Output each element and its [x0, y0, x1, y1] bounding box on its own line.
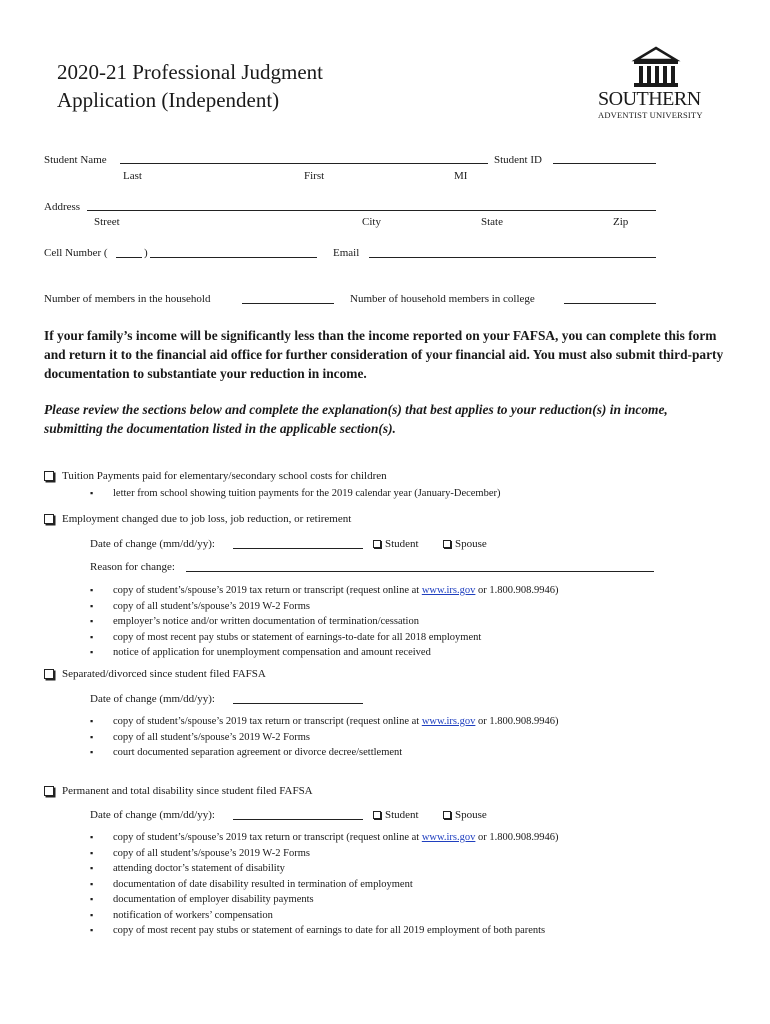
- separated-title: Separated/divorced since student filed FAFSA: [62, 668, 266, 680]
- university-logo: [598, 46, 718, 126]
- tuition-doc-list: [90, 486, 501, 502]
- disability-date-field[interactable]: [233, 819, 363, 820]
- logo-subtitle: ADVENTIST UNIVERSITY: [598, 110, 703, 120]
- disability-student-checkbox[interactable]: [373, 811, 381, 819]
- last-name-caption: Last: [123, 170, 142, 182]
- list-item: ▪ notice of application for unemployment compensation and amount received: [90, 645, 559, 661]
- disability-title: Permanent and total disability since student filed FAFSA: [62, 785, 313, 797]
- employment-spouse-option: Spouse: [443, 538, 487, 550]
- separated-checkbox[interactable]: [44, 669, 54, 679]
- college-members-label: Number of household members in college: [350, 293, 535, 305]
- disability-spouse-option: Spouse: [443, 809, 487, 821]
- page-title: 2020-21 Professional Judgment Application (Independent): [57, 60, 323, 112]
- disability-student-option: Student: [373, 809, 419, 821]
- cell-number-field[interactable]: [150, 257, 317, 258]
- section-employment: [44, 513, 351, 525]
- cell-paren-close: ): [144, 247, 148, 259]
- employment-date-label: Date of change (mm/dd/yy):: [90, 538, 215, 550]
- tuition-title: Tuition Payments paid for elementary/secondary school costs for children: [62, 470, 387, 482]
- list-item: ▪ copy of all student’s/spouse’s 2019 W-2 Forms: [90, 599, 559, 615]
- irs-link[interactable]: www.irs.gov: [421, 716, 476, 727]
- disability-doc-list: [90, 830, 559, 939]
- list-item: ▪ copy of most recent pay stubs or statement of earnings to date for all 2019 employment of both parents: [90, 923, 559, 939]
- zip-caption: Zip: [613, 216, 629, 228]
- employment-student-option: Student: [373, 538, 419, 550]
- street-caption: Street: [94, 216, 120, 228]
- intro-paragraph: If your family’s income will be significantly less than the income reported on your FAFSA, you can complete this form and return it to the financial aid office for further consideration of your financial aid. You must also submit third-party documentation to substantiate your reduction in income.: [44, 328, 724, 381]
- irs-link[interactable]: www.irs.gov: [421, 832, 476, 843]
- employment-reason-label: Reason for change:: [90, 561, 175, 573]
- list-item: ▪ documentation of employer disability payments: [90, 892, 559, 908]
- employment-doc-list: [90, 583, 559, 661]
- logo-wordmark: SOUTHERN: [598, 88, 701, 110]
- list-item: ▪ copy of student’s/spouse’s 2019 tax return or transcript (request online at www.irs.gov or 1.800.908.9946): [90, 583, 559, 599]
- list-item: ▪ copy of all student’s/spouse’s 2019 W-2 Forms: [90, 730, 559, 746]
- state-caption: State: [481, 216, 503, 228]
- irs-link[interactable]: www.irs.gov: [421, 585, 476, 596]
- instructions-paragraph: Please review the sections below and complete the explanation(s) that best applies to your reduction(s) in income, submitting the documentation listed in the applicable section(s).: [44, 402, 668, 436]
- list-item: ▪ copy of most recent pay stubs or statement of earnings-to-date for all 2018 employment: [90, 630, 559, 646]
- cell-number-label: Cell Number (: [44, 247, 108, 259]
- section-separated: [44, 668, 266, 680]
- area-code-field[interactable]: [116, 257, 142, 258]
- email-label: Email: [333, 247, 360, 259]
- college-members-field[interactable]: [564, 303, 656, 304]
- address-label: Address: [44, 201, 81, 213]
- list-item: ▪ copy of student’s/spouse’s 2019 tax return or transcript (request online at www.irs.gov or 1.800.908.9946): [90, 830, 559, 846]
- list-item: ▪ notification of workers’ compensation: [90, 908, 559, 924]
- middle-initial-caption: MI: [454, 170, 468, 182]
- separated-date-label: Date of change (mm/dd/yy):: [90, 693, 215, 705]
- employment-reason-field[interactable]: [186, 571, 654, 572]
- disability-spouse-checkbox[interactable]: [443, 811, 451, 819]
- list-item: ▪ attending doctor’s statement of disability: [90, 861, 559, 877]
- household-members-label: Number of members in the household: [44, 293, 211, 305]
- first-name-caption: First: [304, 170, 325, 182]
- list-item: ▪ letter from school showing tuition payments for the 2019 calendar year (January-December): [90, 486, 501, 502]
- student-name-label: Student Name: [44, 154, 107, 166]
- separated-date-field[interactable]: [233, 703, 363, 704]
- list-item: ▪ documentation of date disability resulted in termination of employment: [90, 877, 559, 893]
- disability-checkbox[interactable]: [44, 786, 54, 796]
- address-field[interactable]: [87, 210, 656, 211]
- columns-building-icon: [598, 46, 718, 90]
- list-item: ▪ employer’s notice and/or written documentation of termination/cessation: [90, 614, 559, 630]
- student-id-field[interactable]: [553, 163, 656, 164]
- disability-date-label: Date of change (mm/dd/yy):: [90, 809, 215, 821]
- employment-title: Employment changed due to job loss, job reduction, or retirement: [62, 513, 352, 525]
- list-item: ▪ court documented separation agreement or divorce decree/settlement: [90, 745, 559, 761]
- employment-checkbox[interactable]: [44, 514, 54, 524]
- tuition-checkbox[interactable]: [44, 471, 54, 481]
- student-name-field[interactable]: [120, 163, 488, 164]
- student-id-label: Student ID: [494, 154, 542, 166]
- household-members-field[interactable]: [242, 303, 334, 304]
- employment-student-checkbox[interactable]: [373, 540, 381, 548]
- section-tuition: [44, 470, 387, 482]
- email-field[interactable]: [369, 257, 656, 258]
- list-item: ▪ copy of all student’s/spouse’s 2019 W-2 Forms: [90, 846, 559, 862]
- list-item: ▪ copy of student’s/spouse’s 2019 tax return or transcript (request online at www.irs.gov or 1.800.908.9946): [90, 714, 559, 730]
- separated-doc-list: [90, 714, 559, 761]
- section-disability: [44, 785, 313, 797]
- employment-date-field[interactable]: [233, 548, 363, 549]
- city-caption: City: [362, 216, 381, 228]
- employment-spouse-checkbox[interactable]: [443, 540, 451, 548]
